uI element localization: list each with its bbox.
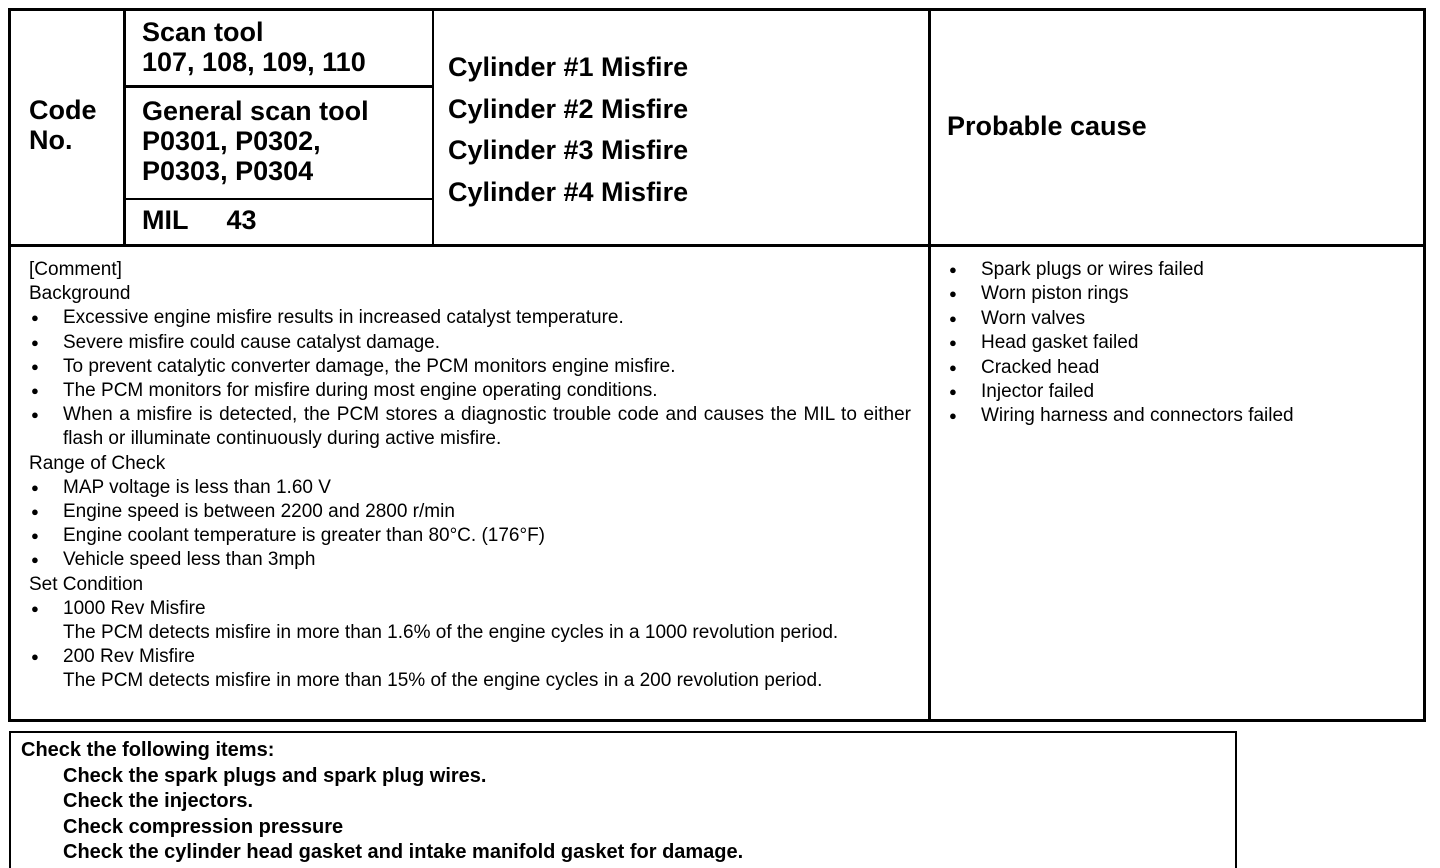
list-item: ● The PCM monitors for misfire during most engine operating conditions. xyxy=(29,379,928,403)
dtc-title-2: Cylinder #2 Misfire xyxy=(448,93,689,124)
check-item: Check the injectors. xyxy=(63,790,254,813)
code-no-cell xyxy=(11,11,126,244)
set-condition-detail: The PCM detects misfire in more than 1.6% of the engine cycles in a 1000 revolution period. xyxy=(63,622,839,644)
mil-cell xyxy=(126,200,432,244)
check-items-box xyxy=(9,731,1237,868)
scan-tool-column xyxy=(126,11,434,244)
check-heading: Check the following items: xyxy=(21,739,275,761)
cause-item: ● Cracked head xyxy=(947,356,1423,380)
probable-cause-cell xyxy=(931,247,1423,719)
list-item: ● To prevent catalytic converter damage, the PCM monitors engine misfire. xyxy=(29,355,928,379)
general-scan-tool-cell: General scan tool P0301, P0302, P0303, P0304 xyxy=(126,88,432,200)
list-item: ● Excessive engine misfire results in increased catalyst temperature. xyxy=(29,306,928,330)
cause-item: ● Injector failed xyxy=(947,380,1423,404)
list-item: ● 200 Rev Misfire xyxy=(29,645,928,669)
list-item: ● Vehicle speed less than 3mph xyxy=(29,548,928,572)
list-item: ● Engine speed is between 2200 and 2800 r/min xyxy=(29,500,928,524)
list-item: ● Severe misfire could cause catalyst damage. xyxy=(29,331,928,355)
range-heading: Range of Check xyxy=(29,452,166,474)
scan-tool-cell: Scan tool 107, 108, 109, 110 xyxy=(126,11,432,88)
set-condition-detail: The PCM detects misfire in more than 15% of the engine cycles in a 200 revolution period. xyxy=(63,670,823,692)
list-item: ● MAP voltage is less than 1.60 V xyxy=(29,476,928,500)
table-header xyxy=(11,11,1423,247)
list-item: ● 1000 Rev Misfire xyxy=(29,597,928,621)
check-item: Check the cylinder head gasket and intake manifold gasket for damage. xyxy=(63,841,744,864)
cause-item: ● Worn valves xyxy=(947,307,1423,331)
background-heading: Background xyxy=(29,283,131,305)
list-item: ● Engine coolant temperature is greater than 80°C. (176°F) xyxy=(29,524,928,548)
cause-item: ● Worn piston rings xyxy=(947,282,1423,306)
comment-cell xyxy=(11,247,931,719)
list-item: ● When a misfire is detected, the PCM stores a diagnostic trouble code and causes the MIL to either flash or illuminate continuously during active misfire. xyxy=(29,403,911,451)
dtc-title-3: Cylinder #3 Misfire xyxy=(448,135,689,165)
check-item: Check compression pressure xyxy=(63,815,344,838)
comment-heading: [Comment] xyxy=(29,259,122,280)
mil-value: 43 xyxy=(226,205,257,235)
mil-label: MIL xyxy=(142,205,189,235)
cause-item: ● Wiring harness and connectors failed xyxy=(947,404,1423,428)
set-condition-heading: Set Condition xyxy=(29,573,144,595)
cause-item: ● Spark plugs or wires failed xyxy=(947,258,1423,282)
dtc-title-cell xyxy=(434,11,931,244)
dtc-table xyxy=(8,8,1426,722)
probable-cause-heading: Probable cause xyxy=(947,111,1147,141)
code-no-label: Code No. xyxy=(29,95,97,155)
dtc-title-1: Cylinder #1 Misfire xyxy=(448,52,689,82)
dtc-title-4: Cylinder #4 Misfire xyxy=(448,176,689,207)
check-item: Check the spark plugs and spark plug wires. xyxy=(63,764,487,787)
cause-item: ● Head gasket failed xyxy=(947,331,1423,355)
